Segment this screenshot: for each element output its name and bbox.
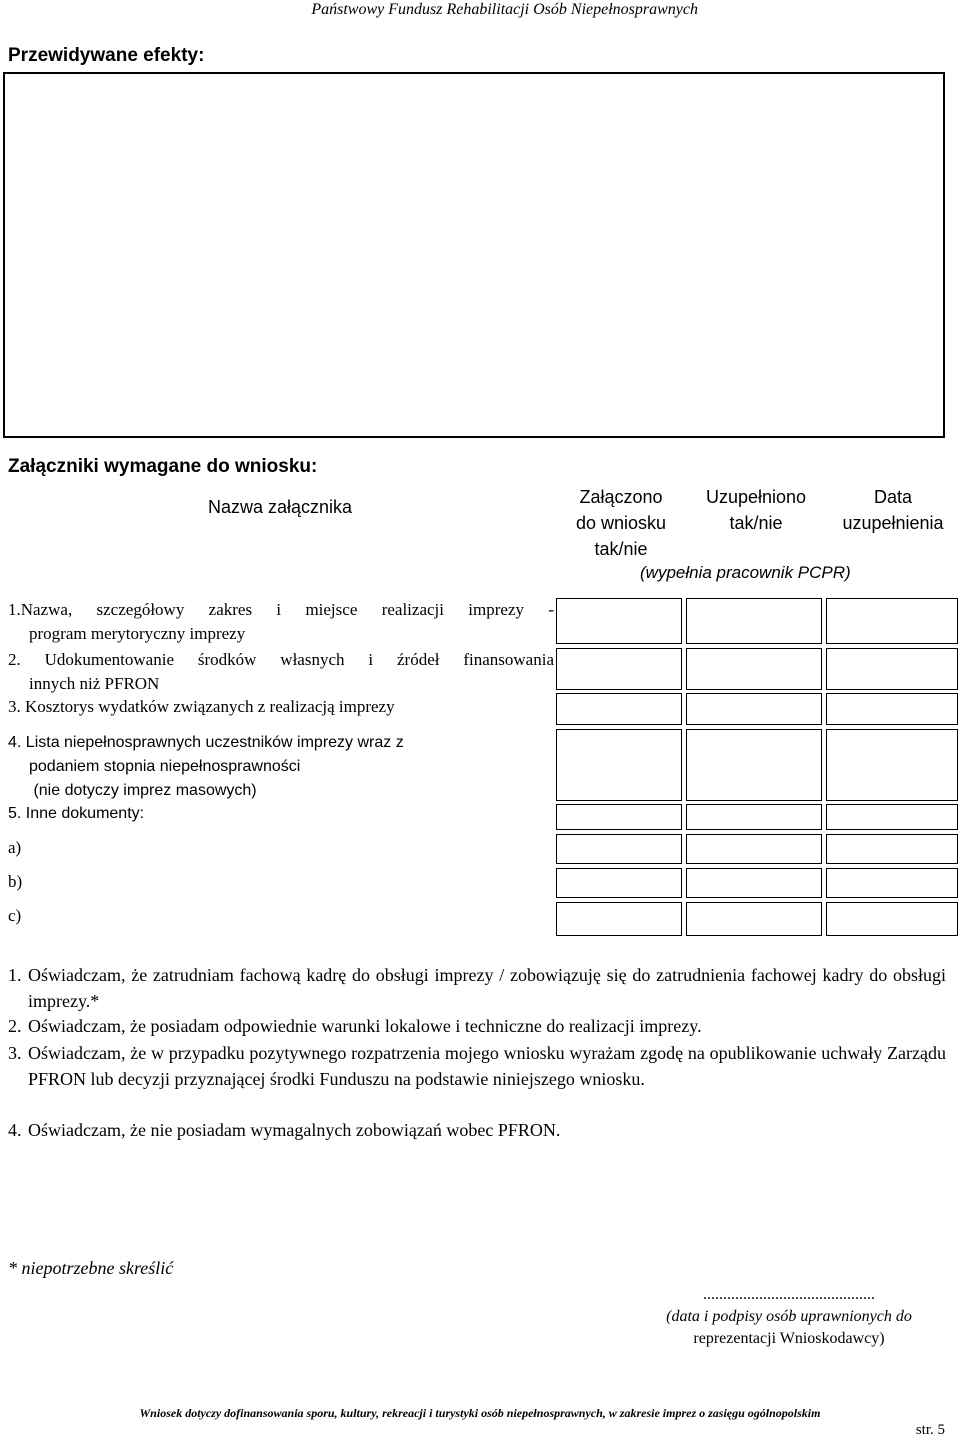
declaration-number: 4.: [8, 1120, 22, 1140]
effects-textarea[interactable]: [3, 72, 945, 438]
supplement-date-field-a[interactable]: [826, 834, 958, 864]
page-number: str. 5: [915, 1422, 945, 1438]
attached-checkbox-c[interactable]: [556, 902, 682, 936]
attachment-item-2: 2. Udokumentowanie środków własnych i źródeł finansowania innych niż PFRON: [8, 650, 554, 693]
declaration-number: 2.: [8, 1016, 22, 1036]
attachment-item-5: 5. Inne dokumenty:: [8, 805, 145, 822]
attached-checkbox-3[interactable]: [556, 693, 682, 725]
supplement-date-field-5[interactable]: [826, 804, 958, 830]
supplemented-checkbox-4[interactable]: [686, 729, 822, 801]
supplemented-checkbox-b[interactable]: [686, 868, 822, 898]
attached-checkbox-a[interactable]: [556, 834, 682, 864]
footer-text: Wniosek dotyczy dofinansowania sporu, kultury, rekreacji i turystyki osób niepełnosprawnych, w zakresie imprez o zasięgu ogólnopolskim: [139, 1406, 821, 1420]
supplemented-checkbox-5[interactable]: [686, 804, 822, 830]
attachment-item-1: 1.Nazwa, szczegółowy zakres i miejsce realizacji imprezy - program merytoryczny imprezy: [8, 600, 554, 643]
declaration-number: 1.: [8, 965, 22, 985]
supplemented-checkbox-2[interactable]: [686, 648, 822, 690]
declaration-3: [8, 1040, 946, 1092]
attachment-item-3: 3. Kosztorys wydatków związanych z realizacją imprezy: [8, 697, 395, 716]
attachments-title: Załączniki wymagane do wniosku:: [8, 456, 318, 477]
signature-line: ...........................................: [703, 1286, 875, 1303]
declaration-text: Oświadczam, że posiadam odpowiednie warunki lokalowe i techniczne do realizacji imprezy.: [28, 1016, 702, 1036]
supplemented-checkbox-3[interactable]: [686, 693, 822, 725]
attached-checkbox-1[interactable]: [556, 598, 682, 644]
supplement-date-field-2[interactable]: [826, 648, 958, 690]
attached-checkbox-4[interactable]: [556, 729, 682, 801]
col-header-supplement-date: Data uzupełnienia: [842, 487, 944, 533]
header-organization: Państwowy Fundusz Rehabilitacji Osób Niepełnosprawnych: [311, 1, 698, 18]
attachment-item-4: 4. Lista niepełnosprawnych uczestników imprezy wraz z podaniem stopnia niepełnosprawności (nie dotyczy imprez masowych): [8, 734, 404, 799]
declaration-1: [8, 962, 946, 1014]
declaration-text: Oświadczam, że nie posiadam wymagalnych zobowiązań wobec PFRON.: [28, 1120, 561, 1140]
declaration-number: 3.: [8, 1043, 22, 1063]
declaration-text: Oświadczam, że zatrudniam fachową kadrę do obsługi imprezy / zobowiązuję się do zatrudnienia fachowej kadry do obsługi imprezy.*: [28, 965, 946, 1011]
attachment-sub-item-a: a): [8, 838, 22, 857]
footnote: * niepotrzebne skreślić: [8, 1258, 174, 1278]
supplement-date-field-c[interactable]: [826, 902, 958, 936]
attachment-sub-item-c: c): [8, 906, 22, 925]
col-header-supplemented: Uzupełniono tak/nie: [705, 487, 807, 533]
supplemented-checkbox-1[interactable]: [686, 598, 822, 644]
signature-caption-2: reprezentacji Wnioskodawcy): [693, 1330, 885, 1347]
supplement-date-field-1[interactable]: [826, 598, 958, 644]
supplement-date-field-4[interactable]: [826, 729, 958, 801]
attached-checkbox-b[interactable]: [556, 868, 682, 898]
declaration-2: [8, 1013, 946, 1039]
supplement-date-field-3[interactable]: [826, 693, 958, 725]
attached-checkbox-5[interactable]: [556, 804, 682, 830]
declaration-4: [8, 1117, 946, 1143]
effects-title: Przewidywane efekty:: [8, 45, 205, 66]
attached-checkbox-2[interactable]: [556, 648, 682, 690]
supplemented-checkbox-a[interactable]: [686, 834, 822, 864]
signature-caption: (data i podpisy osób uprawnionych do: [666, 1308, 912, 1325]
attachment-sub-item-b: b): [8, 872, 23, 891]
pcpr-note: (wypełnia pracownik PCPR): [640, 563, 851, 582]
col-header-name: Nazwa załącznika: [207, 497, 353, 517]
declaration-text: Oświadczam, że w przypadku pozytywnego rozpatrzenia mojego wniosku wyrażam zgodę na opublikowanie uchwały Zarządu PFRON lub decyzji przyznającej środki Funduszu na podstawie niniejszego wniosku.: [28, 1043, 946, 1089]
signature-block: [634, 1284, 944, 1350]
supplement-date-field-b[interactable]: [826, 868, 958, 898]
supplemented-checkbox-c[interactable]: [686, 902, 822, 936]
col-header-attached: Załączono do wniosku tak/nie: [575, 487, 667, 559]
